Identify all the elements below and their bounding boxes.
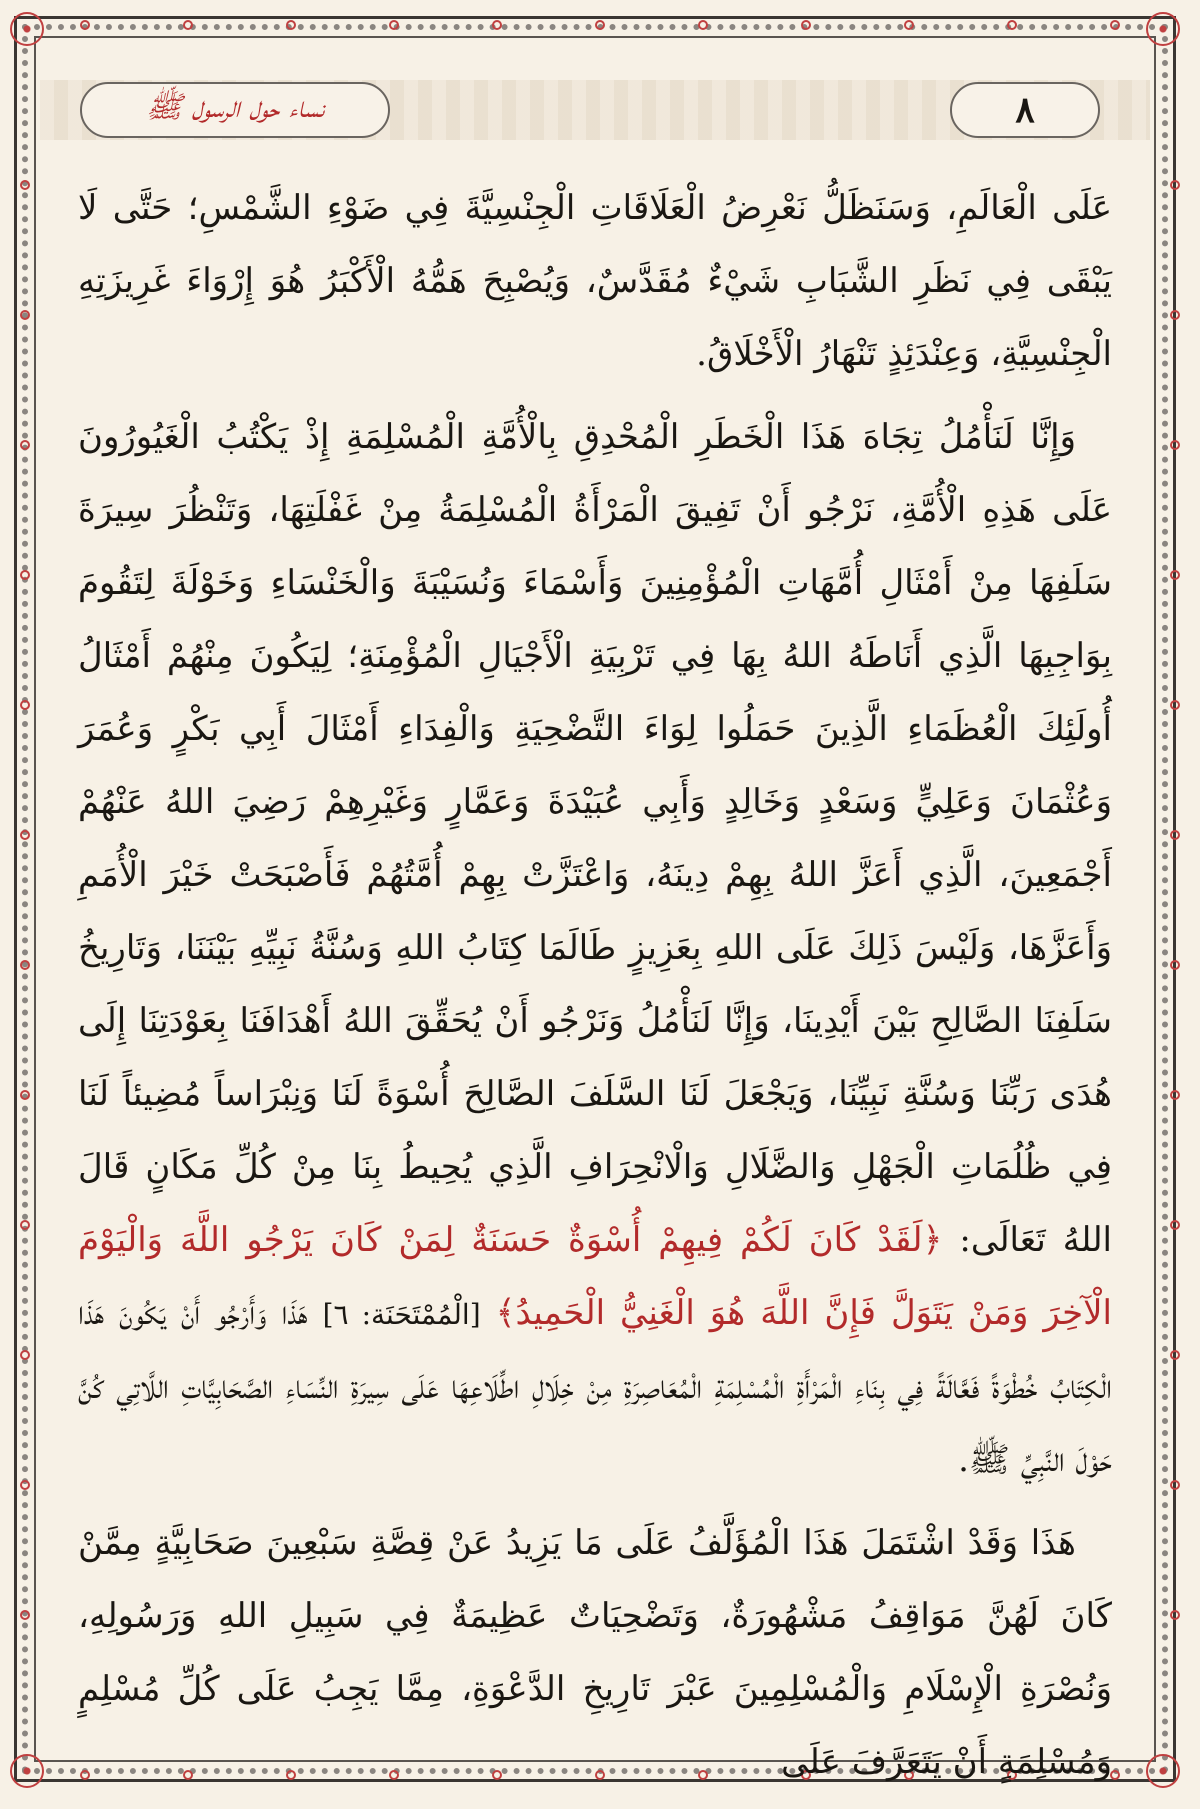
paragraph-2	[78, 401, 1112, 1497]
paragraph-1-text: عَلَى الْعَالَمِ، وَسَنَظَلُّ نَعْرِضُ الْعَلَاقَاتِ الْجِنْسِيَّةَ فِي ضَوْءِ الشَّمْسِ؛ حَتَّى لَا يَبْقَى فِي نَظَرِ الشَّبَابِ شَيْءٌ مُقَدَّسٌ، وَيُصْبِحَ هَمُّهُ الْأَكْبَرُ هُوَ إِرْوَاءَ غَرِيزَتِهِ الْجِنْسِيَّةِ، وَعِنْدَئِذٍ تَنْهَارُ الْأَخْلَاقُ.	[78, 188, 1112, 374]
quran-verse: ﴿لَقَدْ كَانَ لَكُمْ فِيهِمْ أُسْوَةٌ حَسَنَةٌ لِمَنْ كَانَ يَرْجُو اللَّهَ وَالْيَوْمَ الْآخِرَ وَمَنْ يَتَوَلَّ فَإِنَّ اللَّهَ هُوَ الْغَنِيُّ الْحَمِيدُ﴾	[78, 1220, 1112, 1333]
page-header	[40, 60, 1150, 160]
paragraph-2-continuation: هَذَا وَأَرْجُو أَنْ يَكُونَ هَذَا الْكِتَابُ خُطْوَةً فَعَّالَةً فِي بِنَاءِ الْمَرْأَةِ الْمُسْلِمَةِ الْمُعَاصِرَةِ مِنْ خِلَالِ اطِّلَاعِهَا عَلَى سِيرَةِ النِّسَاءِ الصَّحَابِيَّاتِ اللَّاتِي كُنَّ حَوْلَ النَّبِيِّ ﷺ.	[78, 1293, 1112, 1480]
corner-ornament-bottom-left	[10, 1754, 44, 1788]
running-title: نساء حول الرسول ﷺ	[145, 89, 325, 125]
page-number-cartouche	[950, 82, 1100, 138]
paragraph-3-text: هَذَا وَقَدْ اشْتَمَلَ هَذَا الْمُؤَلَّفُ عَلَى مَا يَزِيدُ عَنْ قِصَّةِ سَبْعِينَ صَحَابِيَّةٍ مِمَّنْ كَانَ لَهُنَّ مَوَاقِفُ مَشْهُورَةٌ، وَتَضْحِيَاتٌ عَظِيمَةٌ فِي سَبِيلِ اللهِ وَرَسُولِهِ، وَنُصْرَةِ الْإِسْلَامِ وَالْمُسْلِمِينَ عَبْرَ تَارِيخِ الدَّعْوَةِ، مِمَّا يَجِبُ عَلَى كُلِّ مُسْلِمٍ وَمُسْلِمَةٍ أَنْ يَتَعَرَّفَ عَلَى	[78, 1523, 1112, 1782]
top-border-dots	[80, 20, 1120, 30]
corner-ornament-bottom-right	[1146, 1754, 1180, 1788]
paragraph-2-text: وَإِنَّا لَنَأْمُلُ تِجَاهَ هَذَا الْخَطَرِ الْمُحْدِقِ بِالْأُمَّةِ الْمُسْلِمَةِ إِذْ يَكْتُبُ الْغَيُورُونَ عَلَى هَذِهِ الْأُمَّةِ، نَرْجُو أَنْ تَفِيقَ الْمَرْأَةُ الْمُسْلِمَةُ مِنْ غَفْلَتِهَا، وَتَنْظُرَ سِيرَةَ سَلَفِهَا مِنْ أَمْثَالِ أُمَّهَاتِ الْمُؤْمِنِينَ وَأَسْمَاءَ وَنُسَيْبَةَ وَالْخَنْسَاءِ وَخَوْلَةَ لِتَقُومَ بِوَاجِبِهَا الَّذِي أَنَاطَهُ اللهُ بِهَا فِي تَرْبِيَةِ الْأَجْيَالِ الْمُؤْمِنَةِ؛ لِيَكُونَ مِنْهُمْ أَمْثَالُ أُولَئِكَ الْعُظَمَاءِ الَّذِينَ حَمَلُوا لِوَاءَ التَّضْحِيَةِ وَالْفِدَاءِ أَمْثَالَ أَبِي بَكْرٍ وَعُمَرَ وَعُثْمَانَ وَعَلِيٍّ وَسَعْدٍ وَخَالِدٍ وَأَبِي عُبَيْدَةَ وَعَمَّارٍ وَغَيْرِهِمْ رَضِيَ اللهُ عَنْهُمْ أَجْمَعِينَ، الَّذِي أَعَزَّ اللهُ بِهِمْ دِينَهُ، وَاعْتَزَّتْ بِهِمْ أُمَّتُهُمْ فَأَصْبَحَتْ خَيْرَ الْأُمَمِ وَأَعَزَّهَا، وَلَيْسَ ذَلِكَ عَلَى اللهِ بِعَزِيزٍ طَالَمَا كِتَابُ اللهِ وَسُنَّةُ نَبِيِّهِ بَيْنَنَا، وَتَارِيخُ سَلَفِنَا الصَّالِحِ بَيْنَ أَيْدِينَا، وَإِنَّا لَنَأْمُلُ وَنَرْجُو أَنْ يُحَقِّقَ اللهُ أَهْدَافَنَا بِعَوْدَتِنَا إِلَى هُدَى رَبِّنَا وَسُنَّةِ نَبِيِّنَا، وَيَجْعَلَ لَنَا السَّلَفَ الصَّالِحَ أُسْوَةً لَنَا وَنِبْرَاساً مُضِيئاً لَنَا فِي ظُلُمَاتِ الْجَهْلِ وَالضَّلَالِ وَالْانْحِرَافِ الَّذِي يُحِيطُ بِنَا مِنْ كُلِّ مَكَانٍ قَالَ اللهُ تَعَالَى:	[78, 417, 1113, 1260]
right-border-dots	[1170, 180, 1180, 1620]
paragraph-1	[78, 172, 1112, 391]
paragraph-3	[78, 1507, 1112, 1799]
corner-ornament-top-left	[10, 12, 44, 46]
verse-reference: [الْمُمْتَحَنَة: ٦]	[322, 1298, 481, 1331]
running-title-cartouche	[80, 82, 390, 138]
page-number: ٨	[1015, 89, 1035, 131]
body-text	[78, 172, 1112, 1809]
corner-ornament-top-right	[1146, 12, 1180, 46]
left-border-dots	[20, 180, 30, 1620]
